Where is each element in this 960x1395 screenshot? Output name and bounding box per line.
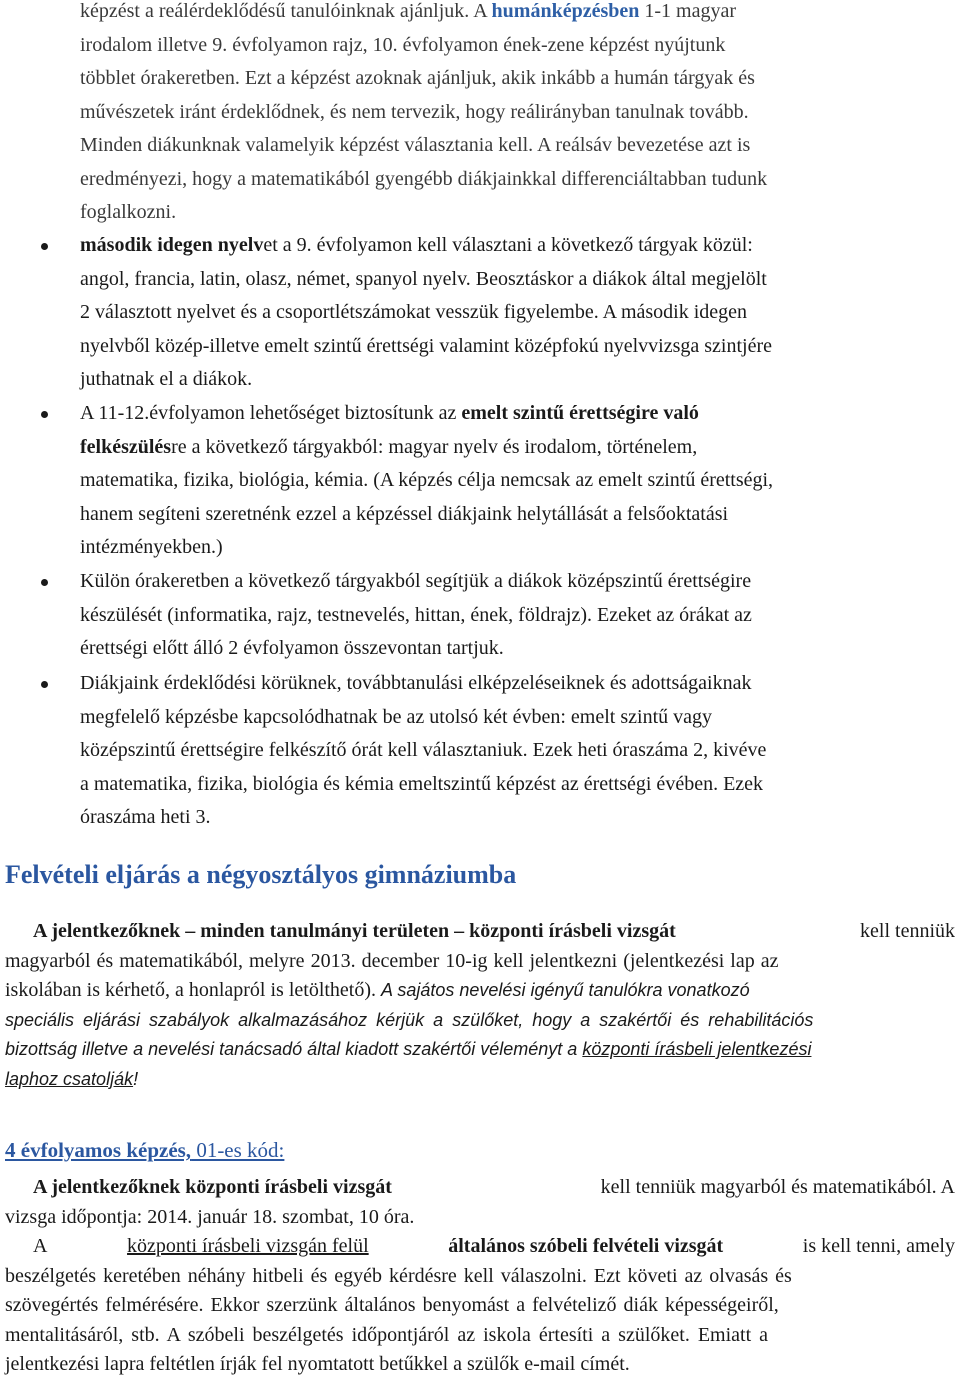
list-item-second-language: második idegen nyelvet a 9. évfolyamon kell választani a következő tárgyak közül: angol, francia, latin, olasz, német, spanyol nyelv. Beosztáskor a diákok által megjelölt 2 választott nyelvet és a csoportlétszámokat vesszük figyelembe. A második idegen nyelvből közép-illetve emelt szintű érettségi valamint középfokú nyelvvizsga szintjére juthatnak el a diákok. xyxy=(80,229,955,397)
bullet-icon xyxy=(41,579,48,586)
exam-paragraph: A jelentkezőknek központi írásbeli vizsgát kell tenniük magyarból és matematikából. A vizsga időpontja: 2014. január 18. szombat, 10 óra. A központi írásbeli vizsgán felül általános szóbeli felvételi vizsgát is kell tenni, amely beszélgetés keretében néhány hitbeli és egyéb kérdésre kell válaszolni. Ezt követi az olvasás és szövegértés felmérésére. Ekkor szerzünk általános benyomást a felvételiző diák képességeiről, mentalitásáról, stb. A szóbeli beszélgetés időpontjáról az iskola értesíti a szülőket. Emiatt a jelentkezési lapra feltétlen írják fel nyomtatott betűkkel a szülők e-mail címét. xyxy=(5,1176,955,1375)
section-heading: Felvételi eljárás a négyosztályos gimnáziumba xyxy=(5,860,517,889)
intro-paragraph: képzést a reálérdeklődésű tanulóinknak ajánljuk. A humánképzésben 1-1 magyar irodalom illetve 9. évfolyamon rajz, 10. évfolyamon ének-zene képzést nyújtunk többlet órakeretben. Ezt a képzést azoknak ajánljuk, akik inkább a humán tárgyak és művészetek iránt érdeklődnek, és nem tervezik, hogy reálirányban tanulnak tovább. Minden diákunknak valamelyik képzést választania kell. A reálsáv bevezetése azt is eredményezi, hogy a matematikából gyengébb diákjainkkal differenciáltabban tudunk foglalkozni. xyxy=(80,0,768,223)
form-link-text-cont: laphoz csatolják xyxy=(5,1068,134,1089)
list-item-interests: Diákjaink érdeklődési körüknek, továbbtanulási elképzeléseiknek és adottságaiknak megfelelő képzésbe kapcsolódhatnak be az utolsó két évben: emelt szintű vagy középszintű érettségire felkészítő órát kell választaniuk. Ezek heti óraszáma 2, kivéve a matematika, fizika, biológia és kémia emeltszintű képzést az érettségi évében. Ezek óraszáma heti 3. xyxy=(80,667,955,835)
bullet-icon xyxy=(41,411,48,418)
program-title: 4 évfolyamos képzés, 01-es kód: xyxy=(5,1138,285,1162)
admission-paragraph: A jelentkezőknek – minden tanulmányi területen – központi írásbeli vizsgát kell tenniük magyarból és matematikából, melyre 2013. december 10-ig kell jelentkezni (jelentkezési lap az iskolában is kérhető, a honlapról is letölthető). A sajátos nevelési igényű tanulókra vonatkozó speciális eljárási szabályok alkalmazásához kérjük a szülőket, hogy a szakértői és rehabilitációs bizottság illetve a nevelési tanácsadó által kiadott szakértői véleményt a központi írásbeli jelentkezési laphoz csatolják! xyxy=(5,920,955,1089)
list-item-separate-classes: Külön órakeretben a következő tárgyakból segítjük a diákok középszintű érettségire készülését (informatika, rajz, testnevelés, hittan, ének, földrajz). Ezeket az órákat az érettségi előtt álló 2 évfolyamon összevontan tartjuk. xyxy=(80,565,955,666)
bullet-icon xyxy=(41,681,48,688)
intro-text: képzést a reálérdeklődésű tanulóinknak ajánljuk. A xyxy=(80,0,492,22)
list-item-advanced-exam: A 11-12.évfolyamon lehetőséget biztosítunk az emelt szintű érettségire való felkészülésre a következő tárgyakból: magyar nyelv és irodalom, történelem, matematika, fizika, biológia, kémia. (A képzés célja nemcsak az emelt szintű érettségi, hanem segíteni szeretnénk ezzel a képzéssel diákjaink helytállását a felsőoktatási intézményekben.) xyxy=(80,397,955,565)
bullet-icon xyxy=(41,243,48,250)
form-link-text: központi írásbeli jelentkezési xyxy=(582,1039,812,1059)
humankepzes-highlight: humánképzésben xyxy=(491,0,640,22)
